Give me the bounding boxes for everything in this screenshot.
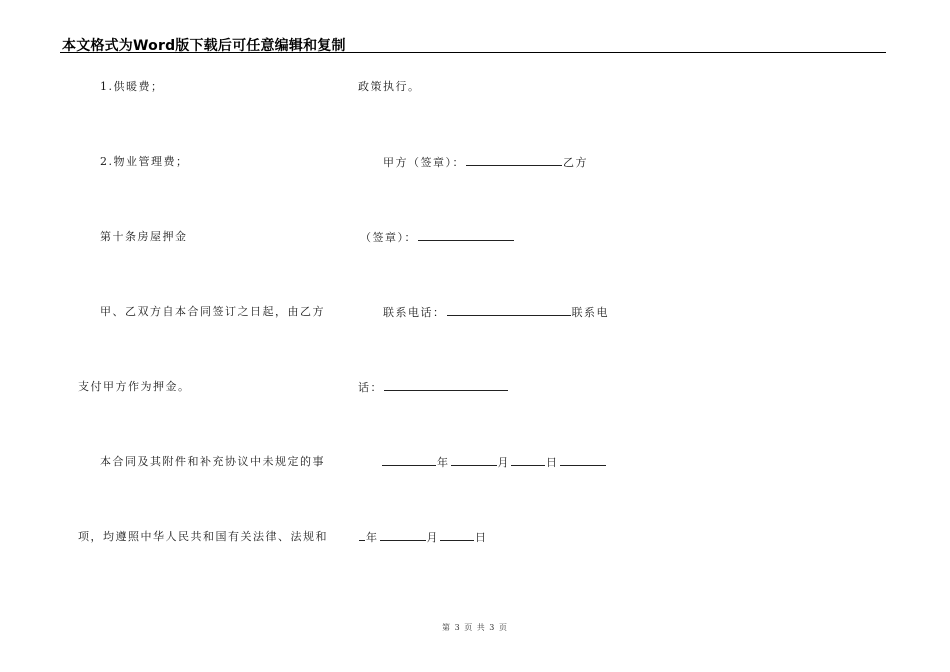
party-a-signature-line — [383, 155, 588, 170]
date-1-year-blank — [382, 455, 436, 466]
party-a-signature-blank — [466, 155, 562, 166]
date-1-day-label: 日 — [546, 456, 559, 469]
phone-label-a: 联系电话： — [383, 306, 446, 319]
page-number-footer: 第 3 页 共 3 页 — [442, 623, 508, 632]
party-b-signature-line — [360, 230, 515, 245]
phone-line-1 — [383, 305, 609, 320]
party-b-label-end: （签章）： — [360, 231, 417, 244]
date-1-month-blank — [451, 455, 497, 466]
left-line-property-fee: 2.物业管理费； — [100, 155, 189, 168]
date-2-year-blank — [359, 530, 365, 541]
date-1-day-blank — [511, 455, 545, 466]
phone-label-b: 联系电 — [571, 306, 609, 319]
phone-b-blank — [384, 380, 508, 391]
left-line-clause-text-1: 本合同及其附件和补充协议中未规定的事 — [100, 455, 325, 468]
date-line-2 — [358, 530, 488, 545]
party-b-label-start: 乙方 — [563, 156, 588, 169]
date-2-day-blank — [440, 530, 474, 541]
phone-line-2 — [358, 380, 509, 395]
date-1-month-label: 月 — [497, 456, 510, 469]
right-line-policy: 政策执行。 — [358, 80, 421, 93]
left-line-deposit-text-1: 甲、乙双方自本合同签订之日起，由乙方 — [100, 305, 325, 318]
document-header-title: 本文格式为Word版下载后可任意编辑和复制 — [62, 38, 346, 54]
date-2-year-label: 年 — [366, 531, 379, 544]
header-divider — [60, 52, 886, 53]
party-a-label: 甲方（签章）： — [383, 156, 465, 169]
date-2-month-blank — [380, 530, 426, 541]
date-1-year-label: 年 — [437, 456, 450, 469]
left-line-clause-text-2: 项，均遵照中华人民共和国有关法律、法规和 — [78, 530, 328, 543]
phone-a-blank — [447, 305, 571, 316]
date-2-day-label: 日 — [475, 531, 488, 544]
left-line-heating-fee: 1.供暖费； — [100, 80, 164, 93]
party-b-signature-blank — [418, 230, 514, 241]
left-line-deposit-text-2: 支付甲方作为押金。 — [78, 380, 191, 393]
left-line-deposit-heading: 第十条房屋押金 — [100, 230, 188, 243]
phone-label-c: 话： — [358, 381, 383, 394]
date-1-trailing-blank — [560, 455, 606, 466]
date-2-month-label: 月 — [426, 531, 439, 544]
date-line-1 — [381, 455, 607, 470]
